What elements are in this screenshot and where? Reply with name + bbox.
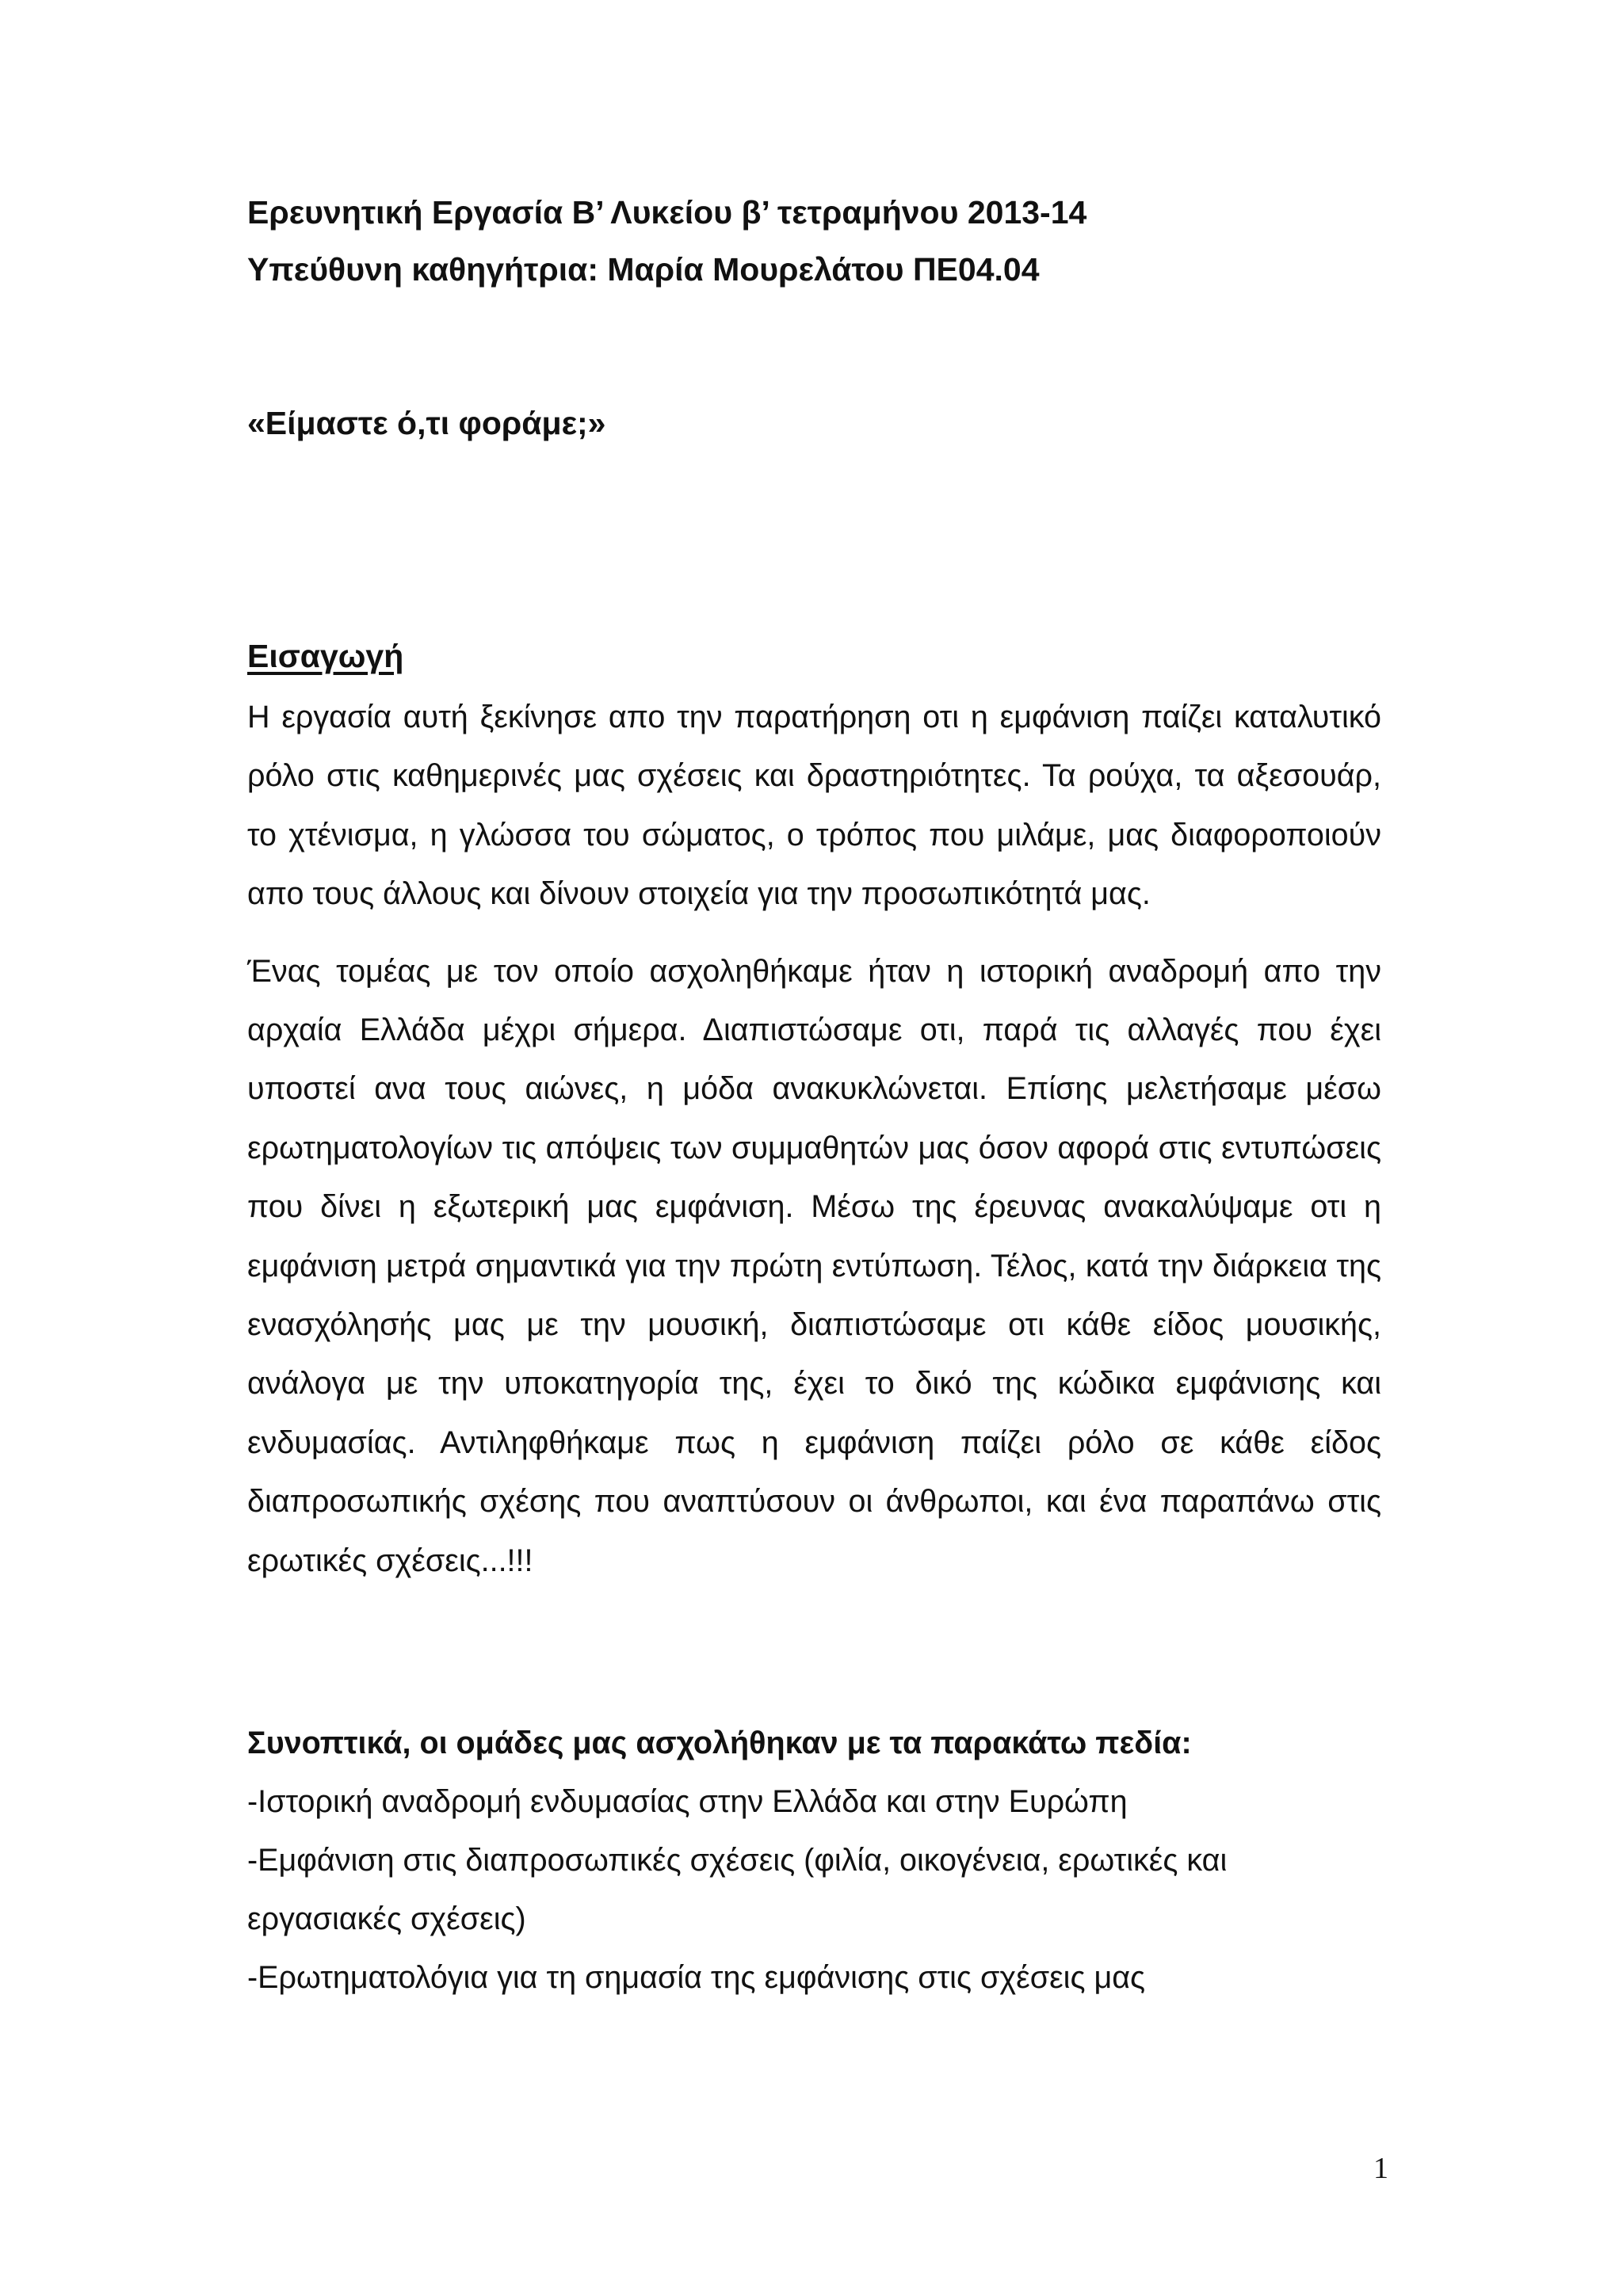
document-header (247, 184, 1381, 298)
header-line-teacher: Υπεύθυνη καθηγήτρια: Μαρία Μουρελάτου ΠΕ04.04 (247, 251, 1040, 288)
page-number: 1 (1373, 2152, 1388, 2185)
document-title-block (247, 395, 1381, 452)
summary-heading: Συνοπτικά, οι ομάδες μας ασχολήθηκαν με τα παρακάτω πεδία: (247, 1726, 1192, 1760)
intro-paragraph-1: Η εργασία αυτή ξεκίνησε απο την παρατήρηση οτι η εμφάνιση παίζει καταλυτικό ρόλο στις καθημερινές μας σχέσεις και δραστηριότητες. Τα ρούχα, τα αξεσουάρ, το χτένισμα, η γλώσσα του σώματος, ο τρόπος που μιλάμε, μας διαφοροποιούν απο τους άλλους και δίνουν στοιχεία για την προσωπικότητά μας. (247, 700, 1381, 912)
summary-item: -Ερωτηματολόγια για τη σημασία της εμφάνισης στις σχέσεις μας (247, 1960, 1146, 1995)
summary-section (247, 1714, 1381, 2007)
summary-item: -Ιστορική αναδρομή ενδυμασίας στην Ελλάδα και στην Ευρώπη (247, 1784, 1128, 1819)
document-title: «Είμαστε ό,τι φοράμε;» (247, 405, 606, 441)
summary-item: -Εμφάνιση στις διαπροσωπικές σχέσεις (φιλία, οικογένεια, ερωτικές και εργασιακές σχέσεις) (247, 1843, 1228, 1936)
intro-section (247, 627, 1381, 1590)
intro-heading: Εισαγωγή (247, 638, 404, 674)
intro-paragraph-2: Ένας τομέας με τον οποίο ασχοληθήκαμε ήταν η ιστορική αναδρομή απο την αρχαία Ελλάδα μέχρι σήμερα. Διαπιστώσαμε οτι, παρά τις αλλαγές που έχει υποστεί ανα τους αιώνες, η μόδα ανακυκλώνεται. Επίσης μελετήσαμε μέσω ερωτηματολογίων τις απόψεις των συμμαθητών μας όσον αφορά στις εντυπώσεις που δίνει η εξωτερική μας εμφάνιση. Μέσω της έρευνας ανακαλύψαμε οτι η εμφάνιση μετρά σημαντικά για την πρώτη εντύπωση. Τέλος, κατά την διάρκεια της ενασχόλησής μας με την μουσική, διαπιστώσαμε οτι κάθε είδος μουσικής, ανάλογα με την υποκατηγορία της, έχει το δικό της κώδικα εμφάνισης και ενδυμασίας. Αντιληφθήκαμε πως η εμφάνιση παίζει ρόλο σε κάθε είδος διαπροσωπικής σχέσης που αναπτύσουν οι άνθρωποι, και ένα παραπάνω στις ερωτικές σχέσεις...!!! (247, 953, 1381, 1578)
header-line-course: Ερευνητική Εργασία Β’ Λυκείου β’ τετραμήνου 2013-14 (247, 194, 1087, 231)
